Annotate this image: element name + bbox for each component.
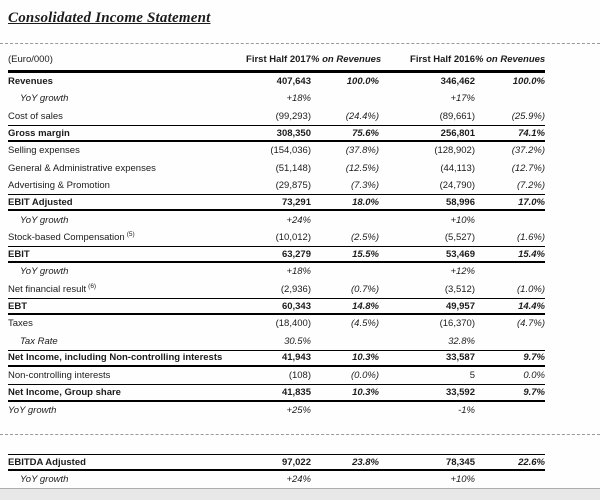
unit-label: (Euro/000) [8, 53, 53, 65]
column-header-pct-revenues-2017: % on Revenues [311, 53, 382, 65]
dotted-separator-mid [0, 434, 600, 435]
column-header-first-half-2017: First Half 2017 [246, 53, 311, 65]
table-row-taxes: Taxes (18,400) (4.5%) (16,370) (4.7%) [8, 318, 545, 330]
table-row-yoy-growth: YoY growth +18% +17% [20, 93, 475, 105]
dotted-separator-top [0, 43, 600, 44]
table-row-yoy-growth: YoY growth +24% +10% [20, 474, 475, 486]
footnote-ref-6: (6) [88, 282, 97, 290]
page-title: Consolidated Income Statement [8, 10, 211, 26]
table-row-stock-based-compensation: Stock-based Compensation $^{(5)}$ (10,012) (2.5%) (5,527) (1.6%) [8, 230, 545, 243]
table-row-gross-margin: Gross margin 308,350 75.6% 256,801 74.1% [8, 125, 545, 142]
table-row-advertising-promotion: Advertising & Promotion (29,875) (7.3%) (24,790) (7.2%) [8, 179, 545, 191]
table-header-row [8, 50, 545, 73]
column-header-pct-revenues-2016: % on Revenues [475, 53, 546, 65]
income-statement-table [8, 50, 545, 489]
table-row-cost-of-sales: Cost of sales (99,293) (24.4%) (89,661) (25.9%) [8, 110, 545, 122]
footnote-ref-5: (5) [126, 230, 135, 238]
table-row-general-admin-expenses: General & Administrative expenses (51,148) (12.5%) (44,113) (12.7%) [8, 162, 545, 174]
page-bottom-edge [0, 488, 600, 500]
column-header-first-half-2016: First Half 2016 [410, 53, 475, 65]
table-row-yoy-growth: YoY growth +18% +12% [20, 266, 475, 278]
table-row-non-controlling-interests: Non-controlling interests (108) (0.0%) 5 0.0% [8, 370, 545, 382]
table-row-ebit: EBIT 63,279 15.5% 53,469 15.4% [8, 246, 545, 263]
table-row-selling-expenses: Selling expenses (154,036) (37.8%) (128,902) (37.2%) [8, 145, 545, 157]
table-row-net-financial-result: Net financial result $^{(6)}$ (2,936) (0.7%) (3,512) (1.0%) [8, 282, 545, 295]
table-row-tax-rate: Tax Rate 30.5% 32.8% [20, 335, 475, 347]
table-row-net-income-group-share: Net Income, Group share 41,835 10.3% 33,592 9.7% [8, 384, 545, 401]
table-row-revenues: Revenues 407,643 100.0% 346,462 100.0% [8, 76, 545, 88]
table-row-ebit-adjusted: EBIT Adjusted 73,291 18.0% 58,996 17.0% [8, 194, 545, 211]
table-row-ebitda-adjusted: EBITDA Adjusted 97,022 23.8% 78,345 22.6% [8, 454, 545, 471]
table-row-net-income-incl-nci: Net Income, including Non-controlling interests 41,943 10.3% 33,587 9.7% [8, 350, 545, 367]
table-row-yoy-growth: YoY growth +24% +10% [20, 214, 475, 226]
table-row-yoy-growth: YoY growth +25% -1% [8, 404, 475, 416]
table-row-ebt: EBT 60,343 14.8% 49,957 14.4% [8, 298, 545, 315]
